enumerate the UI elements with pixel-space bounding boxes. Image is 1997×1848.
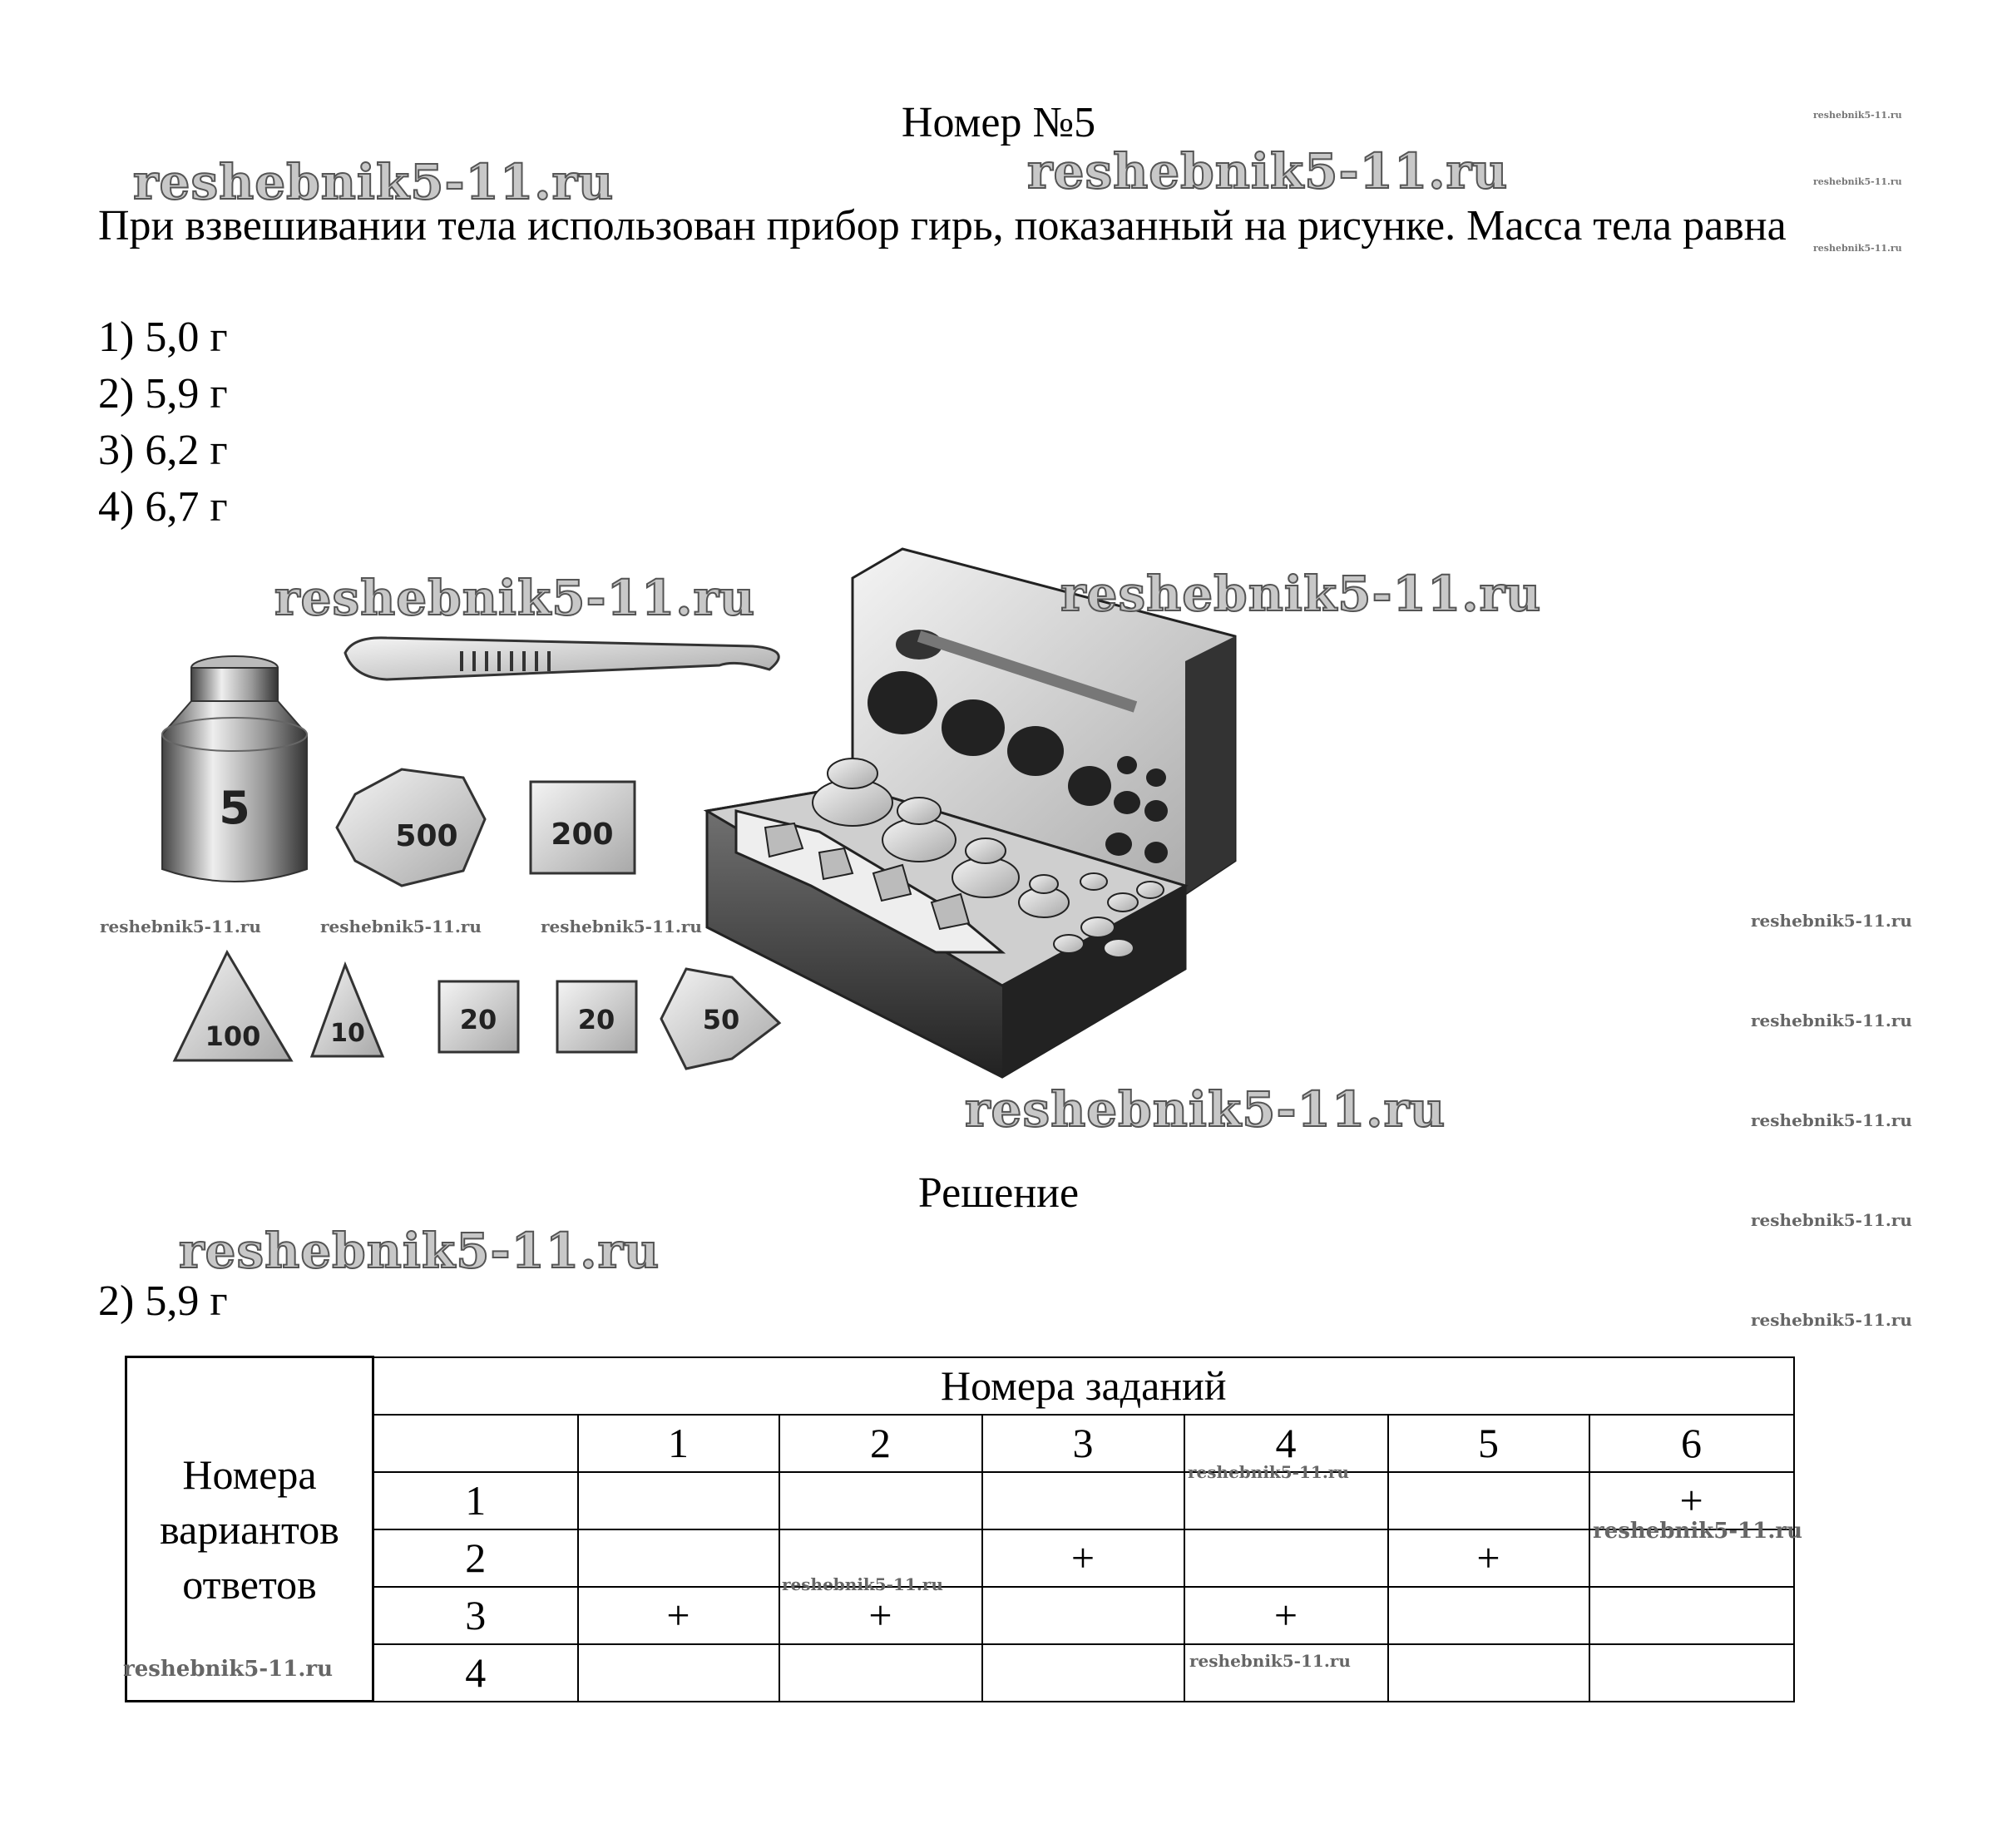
watermark: reshebnik5-11.ru	[274, 570, 756, 626]
table-row	[126, 1644, 1794, 1702]
table-cell: +	[779, 1587, 982, 1644]
watermark: reshebnik5-11.ru	[1188, 1462, 1349, 1482]
table-cell	[1388, 1644, 1589, 1702]
table-cell: +	[1589, 1472, 1794, 1529]
watermark: reshebnik5-11.ru	[1751, 1210, 1912, 1230]
question-text: При взвешивании тела использован прибор гирь, показанный на рисунке. Масса тела равна	[98, 202, 1787, 250]
task-number: 4	[1184, 1415, 1388, 1472]
table-cell: +	[1184, 1587, 1388, 1644]
weight-label-100: 100	[205, 1020, 261, 1052]
watermark: reshebnik5-11.ru	[320, 917, 482, 936]
weight-label-20b: 20	[577, 1004, 615, 1035]
task-number: 3	[982, 1415, 1184, 1472]
task-number: 1	[578, 1415, 779, 1472]
watermark: reshebnik5-11.ru	[100, 917, 261, 936]
table-cell	[1589, 1587, 1794, 1644]
answer-table	[125, 1356, 1795, 1702]
watermark: reshebnik5-11.ru	[1189, 1651, 1351, 1671]
table-cell	[1388, 1587, 1589, 1644]
corner-cell	[373, 1415, 578, 1472]
watermark: reshebnik5-11.ru	[1751, 1310, 1912, 1330]
table-cell	[779, 1472, 982, 1529]
watermark: reshebnik5-11.ru	[1813, 243, 1902, 254]
variant-number: 3	[373, 1587, 578, 1644]
watermark: reshebnik5-11.ru	[541, 917, 702, 936]
option-4: 4) 6,7 г	[98, 483, 228, 531]
watermark: reshebnik5-11.ru	[123, 1657, 334, 1682]
solution-answer: 2) 5,9 г	[98, 1277, 228, 1325]
watermark: reshebnik5-11.ru	[1751, 1010, 1912, 1030]
table-cell	[578, 1644, 779, 1702]
variants-header-text: Номера вариантов ответов	[160, 1450, 339, 1608]
variant-number: 1	[373, 1472, 578, 1529]
table-cell	[982, 1644, 1184, 1702]
watermark: reshebnik5-11.ru	[1593, 1519, 1803, 1544]
table-row	[126, 1472, 1794, 1529]
weight-label-500: 500	[395, 819, 458, 853]
variants-header	[126, 1357, 373, 1702]
watermark: reshebnik5-11.ru	[179, 1223, 660, 1279]
watermark: reshebnik5-11.ru	[1060, 566, 1542, 622]
option-1: 1) 5,0 г	[98, 314, 228, 361]
table-row	[126, 1587, 1794, 1644]
table-cell	[578, 1472, 779, 1529]
table-row	[126, 1529, 1794, 1587]
cylinder-weight	[162, 656, 307, 882]
table-cell	[1184, 1529, 1388, 1587]
table-cell	[779, 1644, 982, 1702]
weight-label-5: 5	[219, 782, 250, 834]
table-cell	[982, 1472, 1184, 1529]
variant-number: 2	[373, 1529, 578, 1587]
table-cell: +	[578, 1587, 779, 1644]
weights-box	[707, 549, 1235, 1077]
weight-label-10: 10	[330, 1019, 365, 1048]
weight-label-20a: 20	[459, 1004, 497, 1035]
task-number: 6	[1589, 1415, 1794, 1472]
table-cell	[982, 1587, 1184, 1644]
watermark: reshebnik5-11.ru	[1027, 143, 1509, 200]
table-cell: +	[1388, 1529, 1589, 1587]
task-number: 2	[779, 1415, 982, 1472]
task-number: 5	[1388, 1415, 1589, 1472]
watermark: reshebnik5-11.ru	[965, 1081, 1446, 1138]
variant-number: 4	[373, 1644, 578, 1702]
table-cell: +	[982, 1529, 1184, 1587]
page-title: Номер №5	[901, 99, 1096, 146]
weight-label-200: 200	[551, 818, 614, 852]
table-cell	[1388, 1472, 1589, 1529]
watermark: reshebnik5-11.ru	[1813, 110, 1902, 121]
watermark: reshebnik5-11.ru	[133, 154, 615, 210]
watermark: reshebnik5-11.ru	[1751, 1110, 1912, 1130]
table-cell	[578, 1529, 779, 1587]
solution-heading: Решение	[917, 1169, 1080, 1217]
tasks-header: Номера заданий	[373, 1357, 1794, 1415]
tweezers-icon	[345, 638, 779, 679]
option-3: 3) 6,2 г	[98, 427, 228, 474]
watermark: reshebnik5-11.ru	[782, 1574, 943, 1594]
table-cell	[1589, 1644, 1794, 1702]
option-2: 2) 5,9 г	[98, 370, 228, 418]
watermark: reshebnik5-11.ru	[1813, 176, 1902, 187]
watermark: reshebnik5-11.ru	[1751, 911, 1912, 931]
weight-label-50: 50	[702, 1004, 740, 1035]
